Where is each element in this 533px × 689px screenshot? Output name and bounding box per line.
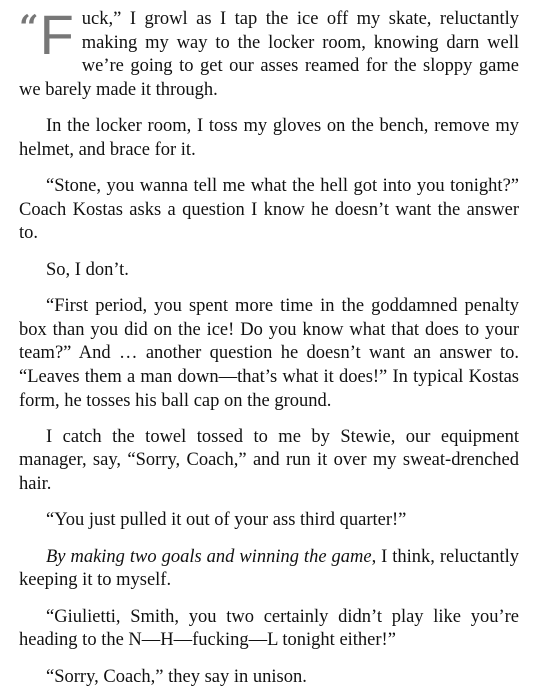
paragraph — [19, 175, 519, 246]
paragraph-text: I catch the towel tossed to me by Stewie, our equipment manager, say, “Sorry, Coach,” and run it over my sweat-drenched hair. — [19, 426, 519, 495]
paragraph-text: “Sorry, Coach,” they say in unison. — [46, 666, 307, 687]
paragraph — [19, 546, 519, 593]
paragraph — [19, 115, 519, 162]
paragraph — [19, 295, 519, 413]
drop-cap-letter: F — [39, 3, 74, 66]
paragraph — [19, 666, 519, 689]
paragraph-text: In the locker room, I toss my gloves on the bench, remove my helmet, and brace for it. — [19, 116, 519, 160]
paragraph-text: “You just pulled it out of your ass third quarter!” — [46, 510, 407, 531]
opening-paragraph — [19, 3, 519, 102]
paragraph-text: , I think, reluctantly keeping it to myself. — [19, 546, 519, 591]
drop-cap — [19, 3, 74, 66]
paragraph-text: uck,” I growl as I tap the ice off my skate, reluctantly making my way to the locker room, knowing darn well we’re going to get our asses reamed for the sloppy game we barely made it through. — [19, 9, 519, 100]
paragraph-text: “Stone, you wanna tell me what the hell got into you tonight?” Coach Kostas asks a question I know he doesn’t want the answer to. — [19, 176, 519, 244]
drop-cap-quote: “ — [19, 8, 37, 48]
paragraph — [19, 259, 519, 283]
paragraph — [19, 509, 519, 533]
paragraph-text: “Giulietti, Smith, you two certainly didn’t play like you’re heading to the N—H—fucking—L tonight either!” — [19, 606, 519, 651]
paragraph-text: “First period, you spent more time in the goddamned penalty box than you did on the ice! Do you know what that does to your team?” And … another question he doesn’t want an answer to. “Leaves them a man down—that’s what it does!” In typical Kostas form, he tosses his ball cap on the ground. — [19, 296, 519, 411]
paragraph — [19, 606, 519, 653]
italic-thought: By making two goals and winning the game — [46, 546, 372, 567]
paragraph-text: So, I don’t. — [46, 259, 129, 280]
paragraph — [19, 426, 519, 497]
